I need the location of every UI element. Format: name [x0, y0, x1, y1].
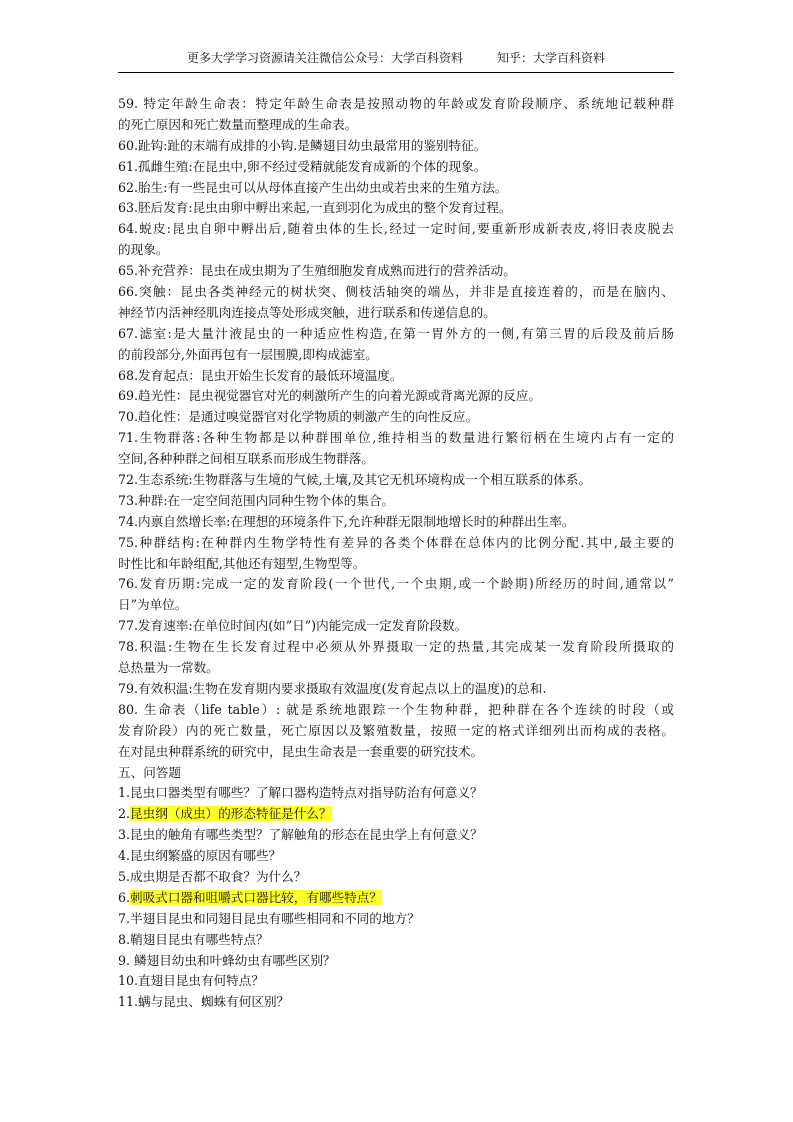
- line-text: 8.鞘翅目昆虫有哪些特点？: [118, 931, 269, 947]
- text-line: [118, 763, 674, 784]
- text-line: [118, 971, 674, 992]
- line-text: 1.昆虫口器类型有哪些？了解口器构造特点对指导防治有何意义？: [118, 785, 483, 801]
- line-text: 神经节内活神经肌肉连接点等处形成突触，进行联系和传递信息的。: [118, 304, 496, 320]
- line-text: 65.补充营养：昆虫在成虫期为了生殖细胞发育成熟而进行的营养活动。: [118, 263, 516, 279]
- line-text: 7.半翅目昆虫和同翅目昆虫有哪些相同和不同的地方？: [118, 910, 420, 926]
- text-line: [118, 157, 674, 178]
- line-text: 9. 鳞翅目幼虫和叶蜂幼虫有哪些区别？: [118, 952, 336, 968]
- line-text: 的前段部分,外面再包有一层围膜,即构成滤室。: [118, 346, 378, 362]
- line-text: 62.胎生:有一些昆虫可以从母体直接产生出幼虫或若虫来的生殖方法。: [118, 179, 508, 195]
- text-line: [118, 198, 674, 219]
- text-line: [118, 428, 674, 449]
- text-line: [118, 804, 674, 825]
- text-line: [118, 909, 674, 930]
- line-text: 76.发育历期:完成一定的发育阶段(一个世代,一个虫期,或一个龄期)所经历的时间,通常以”: [118, 576, 674, 592]
- text-line: [118, 136, 674, 157]
- text-line: [118, 846, 674, 867]
- text-line: [118, 992, 674, 1013]
- text-line: [118, 574, 674, 595]
- text-line: [118, 721, 674, 742]
- line-text: 60.趾钩:趾的末端有成排的小钩.是鳞翅目幼虫最常用的鉴别特征。: [118, 137, 487, 153]
- text-line: [118, 616, 674, 637]
- line-text: 75.种群结构:在种群内生物学特性有差异的各类个体群在总体内的比例分配.其中,最主要的: [118, 534, 674, 550]
- line-text: 空间,各种种群之间相互联系而形成生物群落。: [118, 451, 374, 467]
- text-line: [118, 679, 674, 700]
- line-text: 74.内禀自然增长率:在理想的环境条件下,允许种群无限制地增长时的种群出生率。: [118, 513, 575, 529]
- text-line: [118, 115, 674, 136]
- text-line: [118, 94, 674, 115]
- line-text: 77.发育速率:在单位时间内(如”日”)内能完成一定发育阶段数。: [118, 618, 468, 634]
- text-line: [118, 449, 674, 470]
- text-line: [118, 219, 674, 240]
- line-text: 78.积温:生物在生长发育过程中必须从外界摄取一定的热量,其完成某一发育阶段所摄取的: [118, 639, 674, 655]
- text-line: [118, 595, 674, 616]
- highlighted-text: 刺吸式口器和咀嚼式口器比较，有哪些特点？: [130, 889, 382, 905]
- question-number: 2.: [118, 806, 131, 822]
- line-text: 64.蜕皮:昆虫自卵中孵出后,随着虫体的生长,经过一定时间,要重新形成新表皮,将旧表皮脱去: [118, 221, 674, 237]
- text-line: [118, 742, 674, 763]
- line-text: 日”为单位。: [118, 597, 188, 613]
- text-line: [118, 888, 674, 909]
- text-line: [118, 512, 674, 533]
- line-text: 11.螨与昆虫、蜘蛛有何区别？: [118, 994, 290, 1010]
- line-text: 总热量为一常数。: [118, 660, 219, 676]
- line-text: 10.直翅目昆虫有何特点？: [118, 973, 264, 989]
- line-text: 时性比和年龄组配,其他还有翅型,生物型等。: [118, 555, 366, 571]
- text-line: [118, 303, 674, 324]
- highlighted-text: 昆虫纲（成虫）的形态特征是什么？: [130, 806, 332, 822]
- header-right-text: 知乎：大学百科资料: [497, 51, 606, 65]
- text-line: [118, 637, 674, 658]
- text-line: [118, 366, 674, 387]
- text-line: [118, 783, 674, 804]
- header-left-text: 更多大学学习资源请关注微信公众号：大学百科资料: [186, 51, 463, 65]
- text-line: [118, 700, 674, 721]
- text-line: [118, 345, 674, 366]
- text-line: [118, 533, 674, 554]
- line-text: 68.发育起点：昆虫开始生长发育的最低环境温度。: [118, 367, 403, 383]
- line-text: 79.有效积温:生物在发育期内要求摄取有效温度(发育起点以上的温度)的总和.: [118, 680, 547, 696]
- text-line: [118, 240, 674, 261]
- line-text: 66.突触：昆虫各类神经元的树状突、侧枝活轴突的端丛，并非是直接连着的，而是在脑内、: [118, 284, 674, 300]
- text-line: [118, 930, 674, 951]
- document-body: [118, 94, 674, 1013]
- text-line: [118, 867, 674, 888]
- line-text: 73.种群:在一定空间范围内同种生物个体的集合。: [118, 492, 395, 508]
- text-line: [118, 470, 674, 491]
- line-text: 4.昆虫纲繁盛的原因有哪些？: [118, 848, 282, 864]
- text-line: [118, 491, 674, 512]
- line-text: 72.生态系统:生物群落与生境的气候,土壤,及其它无机环境构成一个相互联系的体系。: [118, 472, 592, 488]
- line-text: 63.胚后发育:昆虫由卵中孵出来起,一直到羽化为成虫的整个发育过程。: [118, 200, 512, 216]
- line-text: 3.昆虫的触角有哪些类型？了解触角的形态在昆虫学上有何意义？: [118, 827, 483, 843]
- text-line: [118, 658, 674, 679]
- text-line: [118, 825, 674, 846]
- line-text: 70.趋化性：是通过嗅觉器官对化学物质的刺激产生的向性反应。: [118, 409, 479, 425]
- line-text: 80. 生命表（life table）: 就是系统地跟踪一个生物种群，把种群在各个连续的时段（或: [118, 701, 674, 717]
- text-line: [118, 282, 674, 303]
- text-line: [118, 554, 674, 575]
- text-line: [118, 324, 674, 345]
- line-text: 67.滤室:是大量汁液昆虫的一种适应性构造,在第一胃外方的一侧,有第三胃的后段及前后肠: [118, 325, 674, 341]
- line-text: 71.生物群落:各种生物都是以种群围单位,维持相当的数量进行繁衍柄在生境内占有一定的: [118, 430, 674, 446]
- text-line: [118, 407, 674, 428]
- question-number: 6.: [118, 889, 131, 905]
- text-line: [118, 261, 674, 282]
- text-line: [118, 386, 674, 407]
- line-text: 69.趋光性：昆虫视觉器官对光的刺激所产生的向着光源或背离光源的反应。: [118, 388, 542, 404]
- line-text: 61.孤雌生殖:在昆虫中,卵不经过受精就能发育成新的个体的现象。: [118, 158, 487, 174]
- line-text: 的现象。: [118, 242, 169, 258]
- page-header: [118, 48, 674, 73]
- line-text: 五、问答题: [118, 764, 181, 780]
- line-text: 发育阶段）内的死亡数量，死亡原因以及繁殖数量，按照一定的格式详细列出而构成的表格。: [118, 722, 674, 738]
- line-text: 在对昆虫种群系统的研究中，昆虫生命表是一套重要的研究技术。: [118, 743, 484, 759]
- text-line: [118, 951, 674, 972]
- line-text: 5.成虫期是否都不取食？为什么？: [118, 868, 307, 884]
- line-text: 59. 特定年龄生命表：特定年龄生命表是按照动物的年龄或发育阶段顺序、系统地记载种群: [118, 96, 674, 111]
- text-line: [118, 178, 674, 199]
- line-text: 的死亡原因和死亡数量而整理成的生命表。: [118, 116, 358, 132]
